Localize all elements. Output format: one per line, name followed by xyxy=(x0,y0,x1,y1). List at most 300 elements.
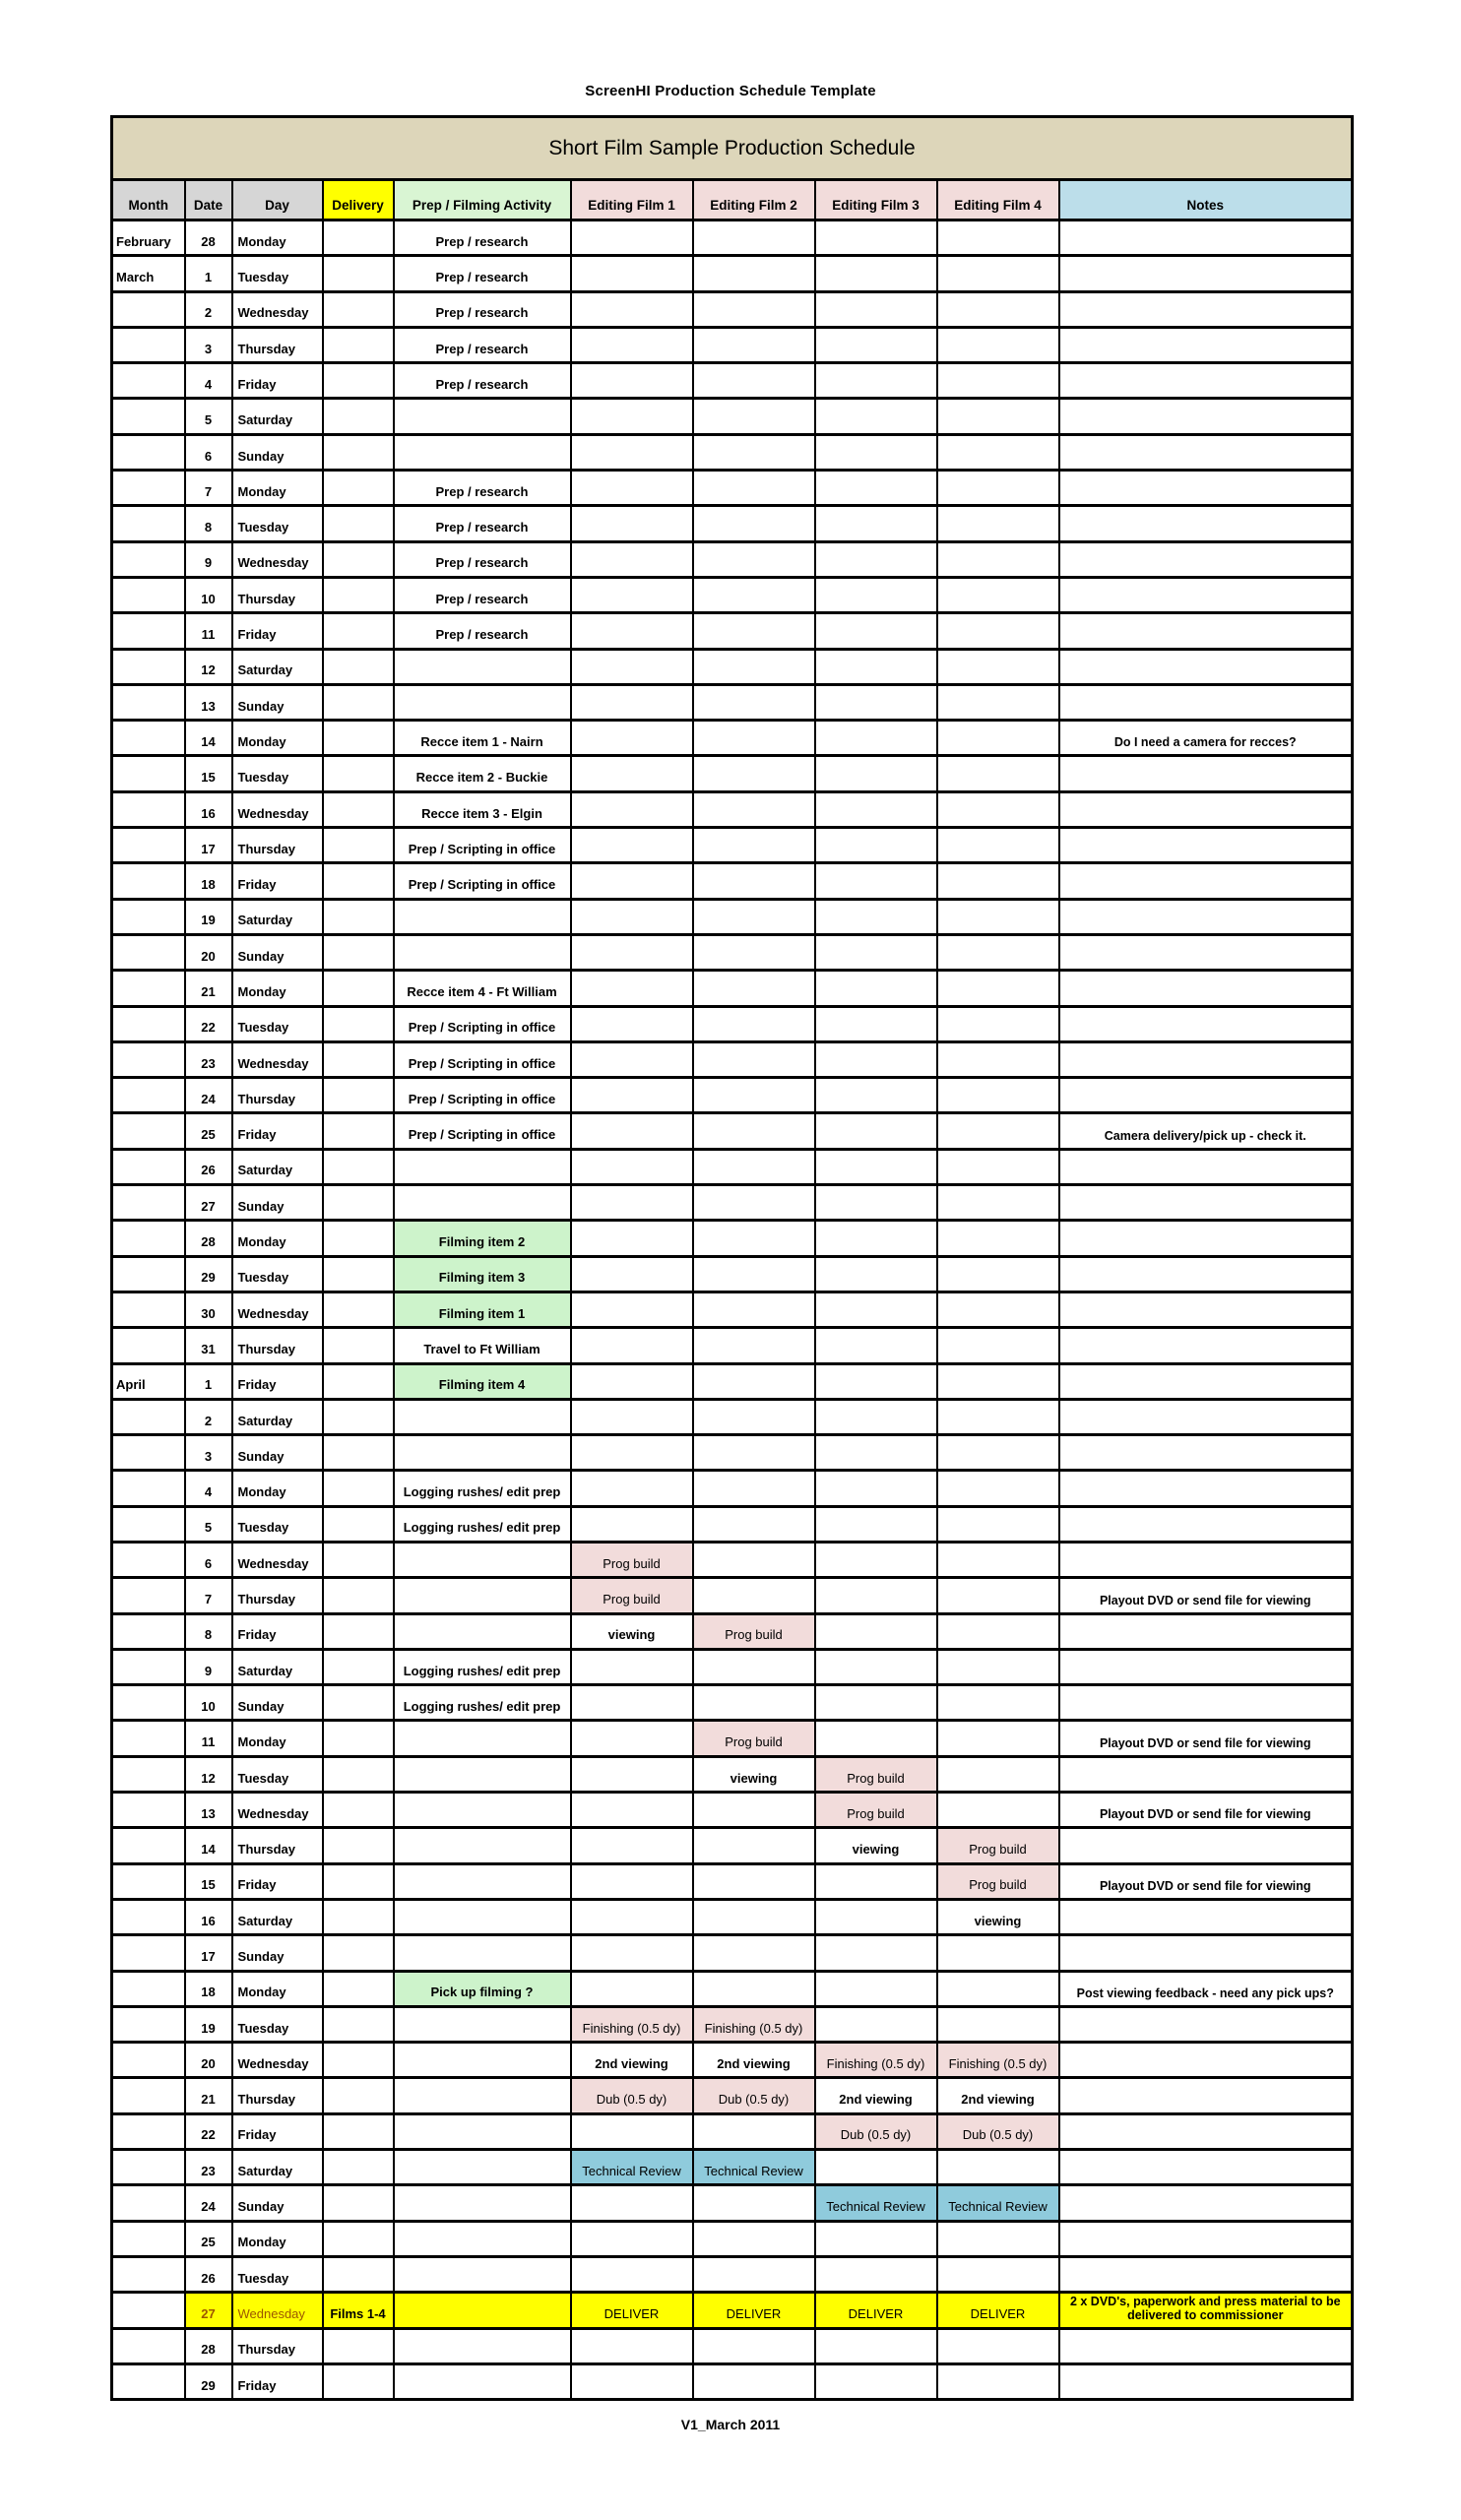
cell-ef3 xyxy=(815,363,937,399)
cell-month xyxy=(112,1542,185,1577)
cell-day: Friday xyxy=(232,2363,323,2399)
cell-ef2 xyxy=(693,1793,815,1828)
cell-notes: Playout DVD or send file for viewing xyxy=(1059,1793,1353,1828)
cell-month xyxy=(112,899,185,934)
schedule-row xyxy=(112,1506,1353,1542)
cell-delivery xyxy=(323,1292,394,1327)
cell-ef4 xyxy=(937,363,1059,399)
cell-activity xyxy=(394,1756,571,1792)
cell-date: 8 xyxy=(185,1613,232,1649)
cell-day: Tuesday xyxy=(232,2006,323,2042)
cell-ef4 xyxy=(937,649,1059,684)
cell-notes: Playout DVD or send file for viewing xyxy=(1059,1721,1353,1756)
cell-ef4 xyxy=(937,1971,1059,2006)
schedule-row xyxy=(112,2078,1353,2113)
cell-ef4 xyxy=(937,1149,1059,1184)
schedule-row xyxy=(112,756,1353,791)
cell-month xyxy=(112,2363,185,2399)
cell-date: 21 xyxy=(185,2078,232,2113)
cell-ef2 xyxy=(693,1185,815,1221)
cell-ef4 xyxy=(937,1185,1059,1221)
cell-notes xyxy=(1059,434,1353,470)
cell-activity xyxy=(394,1399,571,1434)
cell-ef3 xyxy=(815,1971,937,2006)
cell-ef1 xyxy=(571,1006,693,1041)
cell-day: Saturday xyxy=(232,1149,323,1184)
cell-activity: Prep / research xyxy=(394,327,571,362)
cell-ef4 xyxy=(937,721,1059,756)
cell-delivery xyxy=(323,1828,394,1863)
cell-date: 5 xyxy=(185,1506,232,1542)
schedule-row xyxy=(112,1041,1353,1077)
cell-ef3 xyxy=(815,1078,937,1113)
cell-delivery xyxy=(323,2256,394,2292)
cell-ef4 xyxy=(937,1256,1059,1292)
cell-activity xyxy=(394,1613,571,1649)
cell-activity: Filming item 1 xyxy=(394,1292,571,1327)
cell-ef3 xyxy=(815,1328,937,1363)
cell-ef3 xyxy=(815,1899,937,1934)
cell-ef1 xyxy=(571,971,693,1006)
cell-activity xyxy=(394,649,571,684)
cell-activity xyxy=(394,1721,571,1756)
schedule-row xyxy=(112,1756,1353,1792)
cell-notes xyxy=(1059,1471,1353,1506)
cell-ef1 xyxy=(571,1149,693,1184)
cell-ef1 xyxy=(571,1863,693,1899)
cell-activity xyxy=(394,434,571,470)
schedule-row xyxy=(112,863,1353,899)
cell-notes xyxy=(1059,934,1353,970)
cell-ef2 xyxy=(693,684,815,720)
cell-month xyxy=(112,1863,185,1899)
cell-ef1 xyxy=(571,363,693,399)
cell-ef1 xyxy=(571,2256,693,2292)
cell-ef4 xyxy=(937,2256,1059,2292)
cell-day: Tuesday xyxy=(232,1256,323,1292)
cell-ef3 xyxy=(815,1221,937,1256)
cell-ef2 xyxy=(693,721,815,756)
cell-ef3 xyxy=(815,1399,937,1434)
cell-ef2 xyxy=(693,1578,815,1613)
cell-date: 3 xyxy=(185,1435,232,1471)
cell-notes xyxy=(1059,327,1353,362)
cell-ef3 xyxy=(815,2221,937,2256)
cell-ef1 xyxy=(571,863,693,899)
cell-day: Sunday xyxy=(232,934,323,970)
cell-activity: Prep / research xyxy=(394,291,571,327)
cell-date: 7 xyxy=(185,1578,232,1613)
cell-activity: Filming item 3 xyxy=(394,1256,571,1292)
cell-day: Thursday xyxy=(232,1578,323,1613)
cell-activity xyxy=(394,1435,571,1471)
cell-ef1 xyxy=(571,2221,693,2256)
cell-month xyxy=(112,1578,185,1613)
cell-month xyxy=(112,2150,185,2185)
cell-ef1 xyxy=(571,2185,693,2221)
schedule-row xyxy=(112,577,1353,612)
cell-date: 30 xyxy=(185,1292,232,1327)
cell-day: Wednesday xyxy=(232,1292,323,1327)
cell-day: Saturday xyxy=(232,649,323,684)
cell-ef4 xyxy=(937,2328,1059,2363)
cell-notes xyxy=(1059,2256,1353,2292)
cell-day: Saturday xyxy=(232,1899,323,1934)
cell-ef4: Finishing (0.5 dy) xyxy=(937,2043,1059,2078)
cell-ef1: 2nd viewing xyxy=(571,2043,693,2078)
schedule-row xyxy=(112,1363,1353,1399)
cell-month xyxy=(112,291,185,327)
cell-notes xyxy=(1059,971,1353,1006)
cell-ef4 xyxy=(937,2363,1059,2399)
cell-delivery xyxy=(323,828,394,863)
cell-activity: Logging rushes/ edit prep xyxy=(394,1506,571,1542)
cell-ef2 xyxy=(693,1649,815,1684)
schedule-row xyxy=(112,1578,1353,1613)
cell-month xyxy=(112,1613,185,1649)
cell-day: Sunday xyxy=(232,1435,323,1471)
schedule-row xyxy=(112,1542,1353,1577)
cell-ef3: Prog build xyxy=(815,1756,937,1792)
cell-date: 4 xyxy=(185,1471,232,1506)
cell-ef1 xyxy=(571,1828,693,1863)
schedule-row xyxy=(112,1828,1353,1863)
cell-ef1 xyxy=(571,828,693,863)
cell-notes: Camera delivery/pick up - check it. xyxy=(1059,1113,1353,1149)
cell-ef3 xyxy=(815,1721,937,1756)
schedule-row xyxy=(112,220,1353,256)
cell-activity: Travel to Ft William xyxy=(394,1328,571,1363)
cell-ef3 xyxy=(815,471,937,506)
schedule-row xyxy=(112,363,1353,399)
cell-month xyxy=(112,399,185,434)
cell-day: Friday xyxy=(232,1363,323,1399)
col-header-month: Month xyxy=(112,180,185,220)
cell-date: 19 xyxy=(185,899,232,934)
cell-delivery xyxy=(323,220,394,256)
schedule-body xyxy=(112,220,1353,2400)
schedule-row xyxy=(112,291,1353,327)
cell-ef2: DELIVER xyxy=(693,2293,815,2328)
cell-day: Monday xyxy=(232,2221,323,2256)
cell-month xyxy=(112,863,185,899)
schedule-row xyxy=(112,2328,1353,2363)
cell-day: Wednesday xyxy=(232,1793,323,1828)
footer-version: V1_March 2011 xyxy=(680,2417,781,2433)
schedule-row xyxy=(112,1292,1353,1327)
schedule-row xyxy=(112,2006,1353,2042)
cell-activity: Prep / research xyxy=(394,220,571,256)
cell-notes xyxy=(1059,1006,1353,1041)
schedule-row xyxy=(112,613,1353,649)
cell-day: Saturday xyxy=(232,2150,323,2185)
cell-activity: Prep / research xyxy=(394,471,571,506)
cell-notes xyxy=(1059,1328,1353,1363)
cell-day: Monday xyxy=(232,721,323,756)
cell-delivery xyxy=(323,1721,394,1756)
cell-delivery xyxy=(323,2328,394,2363)
cell-ef1 xyxy=(571,791,693,827)
cell-ef2 xyxy=(693,1399,815,1434)
schedule-row xyxy=(112,256,1353,291)
schedule-row xyxy=(112,1613,1353,1649)
cell-ef1 xyxy=(571,471,693,506)
cell-ef4 xyxy=(937,2006,1059,2042)
cell-delivery xyxy=(323,2113,394,2149)
cell-ef4 xyxy=(937,791,1059,827)
cell-notes xyxy=(1059,2328,1353,2363)
cell-date: 11 xyxy=(185,613,232,649)
cell-ef3 xyxy=(815,399,937,434)
cell-activity: Recce item 4 - Ft William xyxy=(394,971,571,1006)
cell-day: Sunday xyxy=(232,1935,323,1971)
cell-ef2 xyxy=(693,1328,815,1363)
cell-ef2 xyxy=(693,2185,815,2221)
cell-ef4 xyxy=(937,1471,1059,1506)
cell-day: Tuesday xyxy=(232,1756,323,1792)
cell-ef2 xyxy=(693,1149,815,1184)
cell-month xyxy=(112,721,185,756)
cell-date: 28 xyxy=(185,220,232,256)
cell-ef1 xyxy=(571,506,693,541)
cell-activity xyxy=(394,2185,571,2221)
cell-date: 25 xyxy=(185,1113,232,1149)
cell-ef2 xyxy=(693,541,815,577)
cell-activity xyxy=(394,2006,571,2042)
cell-month xyxy=(112,2043,185,2078)
cell-month xyxy=(112,649,185,684)
schedule-row xyxy=(112,399,1353,434)
cell-ef2 xyxy=(693,1542,815,1577)
cell-delivery xyxy=(323,2363,394,2399)
table-title: Short Film Sample Production Schedule xyxy=(112,117,1353,180)
cell-month xyxy=(112,1292,185,1327)
cell-ef4: viewing xyxy=(937,1899,1059,1934)
cell-day: Monday xyxy=(232,1221,323,1256)
cell-delivery xyxy=(323,1899,394,1934)
cell-month xyxy=(112,1185,185,1221)
cell-day: Sunday xyxy=(232,1685,323,1721)
cell-activity xyxy=(394,1793,571,1828)
cell-date: 24 xyxy=(185,2185,232,2221)
cell-activity xyxy=(394,1935,571,1971)
cell-delivery xyxy=(323,291,394,327)
schedule-row xyxy=(112,327,1353,362)
cell-ef2 xyxy=(693,1113,815,1149)
cell-notes xyxy=(1059,1435,1353,1471)
cell-date: 15 xyxy=(185,756,232,791)
cell-activity: Logging rushes/ edit prep xyxy=(394,1685,571,1721)
cell-ef2: Technical Review xyxy=(693,2150,815,2185)
cell-notes xyxy=(1059,2113,1353,2149)
cell-day: Thursday xyxy=(232,2078,323,2113)
cell-ef3 xyxy=(815,1542,937,1577)
cell-ef1 xyxy=(571,756,693,791)
cell-activity xyxy=(394,1828,571,1863)
cell-ef3: 2nd viewing xyxy=(815,2078,937,2113)
cell-activity xyxy=(394,899,571,934)
cell-ef1: Finishing (0.5 dy) xyxy=(571,2006,693,2042)
cell-ef4 xyxy=(937,2221,1059,2256)
cell-date: 8 xyxy=(185,506,232,541)
cell-date: 19 xyxy=(185,2006,232,2042)
cell-activity: Prep / Scripting in office xyxy=(394,863,571,899)
cell-ef4 xyxy=(937,1041,1059,1077)
cell-notes xyxy=(1059,1649,1353,1684)
cell-notes xyxy=(1059,2363,1353,2399)
cell-delivery xyxy=(323,1542,394,1577)
cell-delivery xyxy=(323,1435,394,1471)
cell-delivery xyxy=(323,756,394,791)
cell-ef4 xyxy=(937,971,1059,1006)
cell-date: 13 xyxy=(185,684,232,720)
cell-notes xyxy=(1059,1613,1353,1649)
schedule-row xyxy=(112,1721,1353,1756)
schedule-row xyxy=(112,1113,1353,1149)
cell-month xyxy=(112,1793,185,1828)
cell-ef2 xyxy=(693,2363,815,2399)
cell-ef2: 2nd viewing xyxy=(693,2043,815,2078)
cell-activity xyxy=(394,2328,571,2363)
cell-ef2 xyxy=(693,577,815,612)
cell-ef3 xyxy=(815,1685,937,1721)
cell-notes xyxy=(1059,613,1353,649)
cell-ef1 xyxy=(571,1185,693,1221)
cell-activity: Prep / Scripting in office xyxy=(394,1041,571,1077)
cell-ef1 xyxy=(571,1899,693,1934)
cell-ef2 xyxy=(693,256,815,291)
cell-date: 13 xyxy=(185,1793,232,1828)
cell-ef2 xyxy=(693,934,815,970)
cell-ef1: Prog build xyxy=(571,1578,693,1613)
cell-ef1 xyxy=(571,2363,693,2399)
cell-ef2 xyxy=(693,1292,815,1327)
cell-month xyxy=(112,684,185,720)
cell-day: Tuesday xyxy=(232,256,323,291)
cell-day: Wednesday xyxy=(232,1041,323,1077)
cell-activity: Prep / Scripting in office xyxy=(394,1113,571,1149)
cell-ef2 xyxy=(693,506,815,541)
cell-ef1 xyxy=(571,613,693,649)
cell-month xyxy=(112,2078,185,2113)
cell-activity: Prep / research xyxy=(394,256,571,291)
cell-ef3: viewing xyxy=(815,1828,937,1863)
cell-ef1: viewing xyxy=(571,1613,693,1649)
cell-day: Tuesday xyxy=(232,756,323,791)
cell-notes xyxy=(1059,649,1353,684)
cell-ef2 xyxy=(693,1471,815,1506)
schedule-row xyxy=(112,1328,1353,1363)
cell-ef4 xyxy=(937,1221,1059,1256)
cell-delivery xyxy=(323,1113,394,1149)
cell-notes xyxy=(1059,1292,1353,1327)
cell-delivery xyxy=(323,1006,394,1041)
cell-ef1 xyxy=(571,327,693,362)
cell-delivery xyxy=(323,863,394,899)
cell-ef3 xyxy=(815,1185,937,1221)
cell-notes xyxy=(1059,828,1353,863)
cell-ef1 xyxy=(571,649,693,684)
cell-ef3 xyxy=(815,863,937,899)
cell-activity: Prep / Scripting in office xyxy=(394,1006,571,1041)
cell-month xyxy=(112,1399,185,1434)
page-title: ScreenHI Production Schedule Template xyxy=(585,83,876,99)
cell-ef4 xyxy=(937,1506,1059,1542)
cell-notes: Playout DVD or send file for viewing xyxy=(1059,1578,1353,1613)
cell-ef2 xyxy=(693,1256,815,1292)
schedule-row xyxy=(112,541,1353,577)
cell-ef4 xyxy=(937,327,1059,362)
cell-ef4 xyxy=(937,934,1059,970)
cell-ef1: DELIVER xyxy=(571,2293,693,2328)
cell-month xyxy=(112,2293,185,2328)
cell-activity: Prep / research xyxy=(394,613,571,649)
cell-activity xyxy=(394,2256,571,2292)
cell-ef3 xyxy=(815,2150,937,2185)
cell-ef1 xyxy=(571,1363,693,1399)
cell-activity: Prep / research xyxy=(394,506,571,541)
cell-ef3 xyxy=(815,1149,937,1184)
cell-ef2 xyxy=(693,613,815,649)
cell-notes xyxy=(1059,2043,1353,2078)
cell-delivery xyxy=(323,1363,394,1399)
cell-notes: 2 x DVD's, paperwork and press material to be delivered to commissioner xyxy=(1059,2293,1353,2328)
cell-ef2 xyxy=(693,399,815,434)
cell-ef2: Finishing (0.5 dy) xyxy=(693,2006,815,2042)
cell-day: Friday xyxy=(232,1113,323,1149)
cell-delivery xyxy=(323,1328,394,1363)
cell-ef3 xyxy=(815,791,937,827)
cell-ef1 xyxy=(571,1506,693,1542)
cell-notes xyxy=(1059,1399,1353,1434)
cell-ef4 xyxy=(937,1363,1059,1399)
cell-activity: Prep / Scripting in office xyxy=(394,1078,571,1113)
cell-ef2 xyxy=(693,1221,815,1256)
cell-ef4 xyxy=(937,1721,1059,1756)
cell-ef1: Prog build xyxy=(571,1542,693,1577)
cell-date: 16 xyxy=(185,791,232,827)
cell-ef2 xyxy=(693,1363,815,1399)
cell-day: Monday xyxy=(232,1721,323,1756)
schedule-row xyxy=(112,2293,1353,2328)
cell-ef1 xyxy=(571,1935,693,1971)
cell-activity xyxy=(394,934,571,970)
schedule-row xyxy=(112,1256,1353,1292)
cell-ef3 xyxy=(815,1578,937,1613)
cell-ef1 xyxy=(571,1435,693,1471)
cell-date: 10 xyxy=(185,1685,232,1721)
cell-date: 20 xyxy=(185,934,232,970)
cell-notes xyxy=(1059,1828,1353,1863)
schedule-row xyxy=(112,2185,1353,2221)
cell-delivery xyxy=(323,541,394,577)
cell-ef1 xyxy=(571,1685,693,1721)
schedule-row xyxy=(112,1221,1353,1256)
cell-activity: Prep / research xyxy=(394,363,571,399)
cell-date: 21 xyxy=(185,971,232,1006)
cell-ef1 xyxy=(571,934,693,970)
cell-delivery xyxy=(323,899,394,934)
cell-month xyxy=(112,1828,185,1863)
cell-ef1 xyxy=(571,1292,693,1327)
cell-ef3 xyxy=(815,1863,937,1899)
cell-ef4: DELIVER xyxy=(937,2293,1059,2328)
cell-ef3 xyxy=(815,434,937,470)
cell-ef1 xyxy=(571,899,693,934)
schedule-row xyxy=(112,934,1353,970)
cell-ef3 xyxy=(815,828,937,863)
cell-ef2: Dub (0.5 dy) xyxy=(693,2078,815,2113)
